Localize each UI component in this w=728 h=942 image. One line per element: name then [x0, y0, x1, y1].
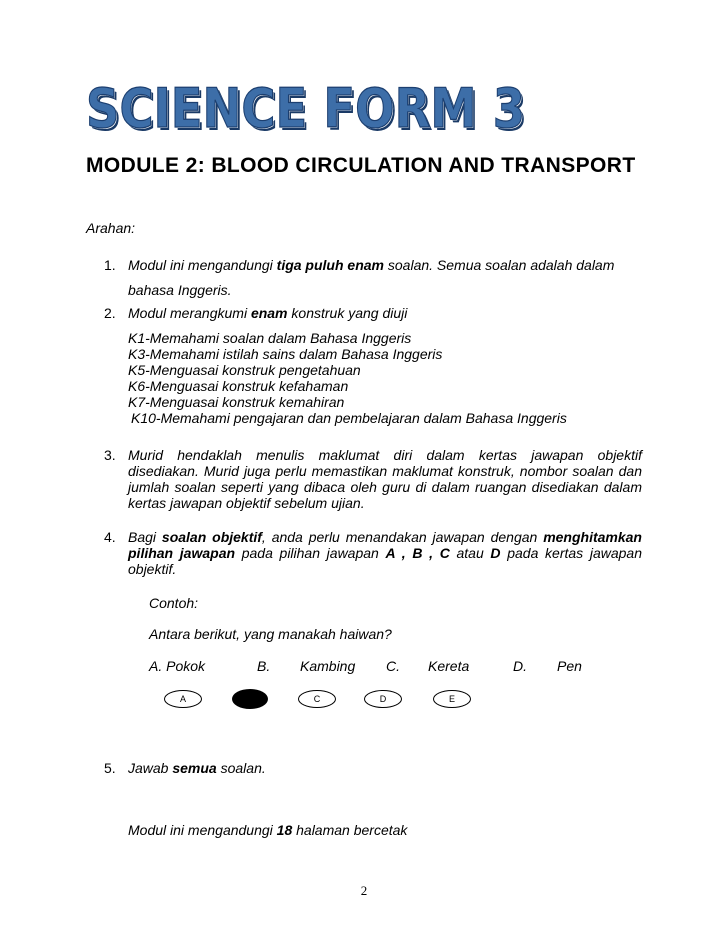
item-3-number: 3. [104, 447, 116, 463]
option-d-text: Pen [557, 658, 582, 674]
answer-bubble-c: C [298, 690, 336, 708]
item-5-text [128, 760, 266, 776]
item-4-line-2 [128, 545, 642, 561]
text-run: Bagi [128, 529, 162, 545]
example-label: Contoh: [149, 595, 199, 611]
answer-bubble-d: D [364, 690, 402, 708]
answer-bubble-e: E [433, 690, 471, 708]
construct-item: K6-Menguasai konstruk kefahaman [128, 378, 349, 394]
option-c-text: Kereta [428, 658, 470, 674]
module-title: MODULE 2: BLOOD CIRCULATION AND TRANSPORT [86, 154, 636, 177]
option-c-letter: C. [386, 658, 400, 674]
item-3-line: disediakan. Murid juga perlu memastikan maklumat konstruk, nombor soalan dan [128, 463, 642, 479]
bold-run: A , B , C [385, 545, 450, 561]
bold-run: D [490, 545, 501, 561]
page-number: 2 [360, 883, 368, 898]
banner-title: SCIENCE FORM 3 [86, 77, 526, 140]
text-run: soalan. Semua soalan adalah dalam [384, 257, 615, 273]
item-3-line: Murid hendaklah menulis maklumat diri dalam kertas jawapan objektif [128, 447, 642, 463]
answer-bubble-b-filled [232, 689, 268, 709]
item-2-text [128, 305, 407, 321]
item-3-line: kertas jawapan objektif sebelum ujian. [128, 495, 365, 511]
option-d-letter: D. [513, 658, 527, 674]
item-2-number: 2. [104, 305, 116, 321]
page-count-note [128, 822, 407, 838]
option-a: A. Pokok [149, 658, 206, 674]
text-run: Jawab [128, 760, 173, 776]
answer-bubble-a: A [164, 690, 202, 708]
item-1-line-2: bahasa Inggeris. [128, 282, 232, 298]
construct-item: K10-Memahami pengajaran dan pembelajaran dalam Bahasa Inggeris [131, 410, 567, 426]
text-run: , anda perlu menandakan jawapan dengan [261, 529, 544, 545]
option-b-text: Kambing [300, 658, 356, 674]
construct-item: K3-Memahami istilah sains dalam Bahasa Inggeris [128, 346, 443, 362]
text-run: soalan. [216, 760, 266, 776]
item-4-number: 4. [104, 529, 116, 545]
construct-item: K7-Menguasai konstruk kemahiran [128, 394, 345, 410]
bold-run: soalan objektif [161, 529, 262, 545]
option-b-letter: B. [257, 658, 271, 674]
item-1-text [128, 257, 614, 273]
bold-run: tiga puluh enam [276, 257, 384, 273]
text-run: konstruk yang diuji [287, 305, 408, 321]
bold-run: pilihan jawapan [128, 545, 236, 561]
item-5-number: 5. [104, 760, 116, 776]
text-run: pada pilihan jawapan [235, 545, 386, 561]
instructions-heading: Arahan: [86, 220, 136, 236]
construct-item: K5-Menguasai konstruk pengetahuan [128, 362, 361, 378]
item-4-line-3: objektif. [128, 561, 177, 577]
text-run: atau [449, 545, 491, 561]
text-run: Modul ini mengandungi [128, 822, 277, 838]
bold-run: semua [172, 760, 217, 776]
text-run: Modul merangkumi [128, 305, 251, 321]
item-4-line-1 [128, 529, 642, 545]
item-1-number: 1. [104, 257, 116, 273]
text-run: Modul ini mengandungi [128, 257, 277, 273]
text-run: halaman bercetak [292, 822, 408, 838]
bold-run: 18 [276, 822, 293, 838]
construct-item: K1-Memahami soalan dalam Bahasa Inggeris [128, 330, 412, 346]
bold-run: enam [250, 305, 288, 321]
item-3-line: jumlah soalan seperti yang dibaca oleh guru di dalam ruangan disediakan dalam [128, 479, 642, 495]
text-run: pada kertas jawapan [500, 545, 642, 561]
bold-run: menghitamkan [543, 529, 642, 545]
example-question: Antara berikut, yang manakah haiwan? [149, 626, 392, 642]
